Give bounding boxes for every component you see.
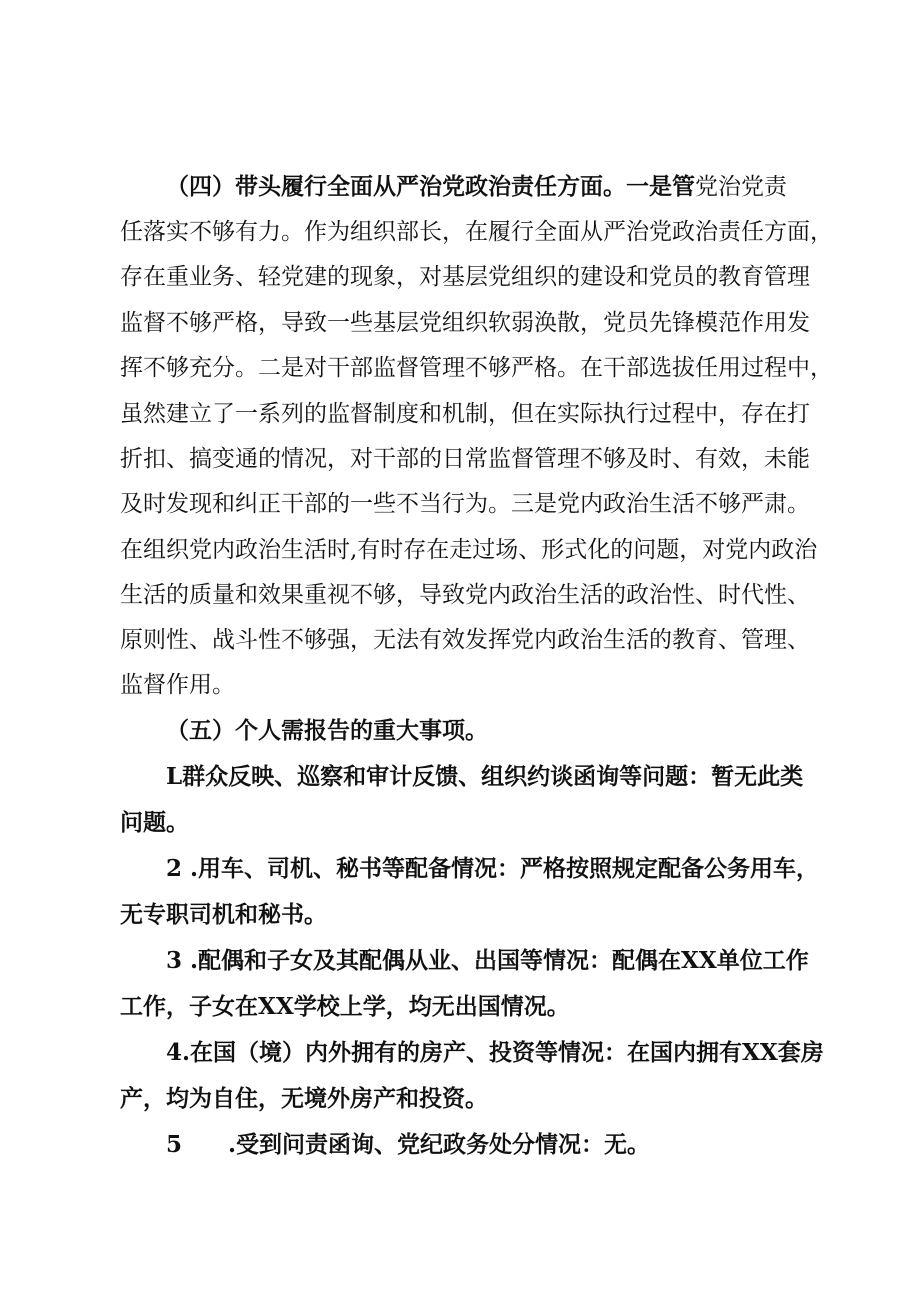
item4-line-2: 产，均为自住，无境外房产和投资。 [120,1085,488,1112]
item2-line-2: 无专职司机和秘书。 [120,901,327,928]
item3-line-1: 3 .配偶和子女及其配偶从业、出国等情况：配偶在XX单位工作 [166,947,809,974]
section4-line-2: 存在重业务、轻党建的现象，对基层党组织的建设和党员的教育管理 [120,264,810,290]
section4-line-4: 挥不够充分。二是对干部监督管理不够严格。在干部选拔任用过程中， [120,355,833,381]
item1-line-2: 问题。 [120,809,189,836]
section4-heading: （四）带头履行全面从严治党政治责任方面。一是管 [166,173,695,200]
section4-line-7: 及时发现和纠正干部的一些不当行为。三是党内政治生活不够严肃。 [120,491,810,517]
item1-line-1: L群众反映、巡察和审计反馈、组织约谈函询等问题：暂无此类 [166,763,804,790]
section4-first-line [166,172,787,202]
section4-line-11: 监督作用。 [120,672,235,698]
section5-heading: （五）个人需报告的重大事项。 [166,717,488,744]
section4-line-1: 任落实不够有力。作为组织部长，在履行全面从严治党政治责任方面， [120,219,833,245]
section4-line-5: 虽然建立了一系列的监督制度和机制，但在实际执行过程中，存在打 [120,401,810,427]
section4-line-9: 生活的质量和效果重视不够，导致党内政治生活的政治性、时代性、 [120,582,810,608]
item5-text: .受到问责函询、党纪政务处分情况：无。 [228,1131,651,1158]
item3-line-2: 工作，子女在XX学校上学，均无出国情况。 [120,993,570,1020]
section4-line-6: 折扣、搞变通的情况，对干部的日常监督管理不够及时、有效，未能 [120,446,810,472]
section4-line-8: 在组织党内政治生活时,有时存在走过场、形式化的问题，对党内政治 [120,537,818,563]
item5-number: 5 [166,1131,183,1158]
section4-line-10: 原则性、战斗性不够强，无法有效发挥党内政治生活的教育、管理、 [120,627,810,653]
section4-line-3: 监督不够严格，导致一些基层党组织软弱涣散，党员先锋模范作用发 [120,310,810,336]
item2-line-1: 2 .用车、司机、秘书等配备情况：严格按照规定配备公务用车， [166,855,820,882]
section4-line-0: 党治党责 [695,174,787,200]
item4-line-1: 4.在国（境）内外拥有的房产、投资等情况：在国内拥有XX套房 [166,1039,824,1066]
